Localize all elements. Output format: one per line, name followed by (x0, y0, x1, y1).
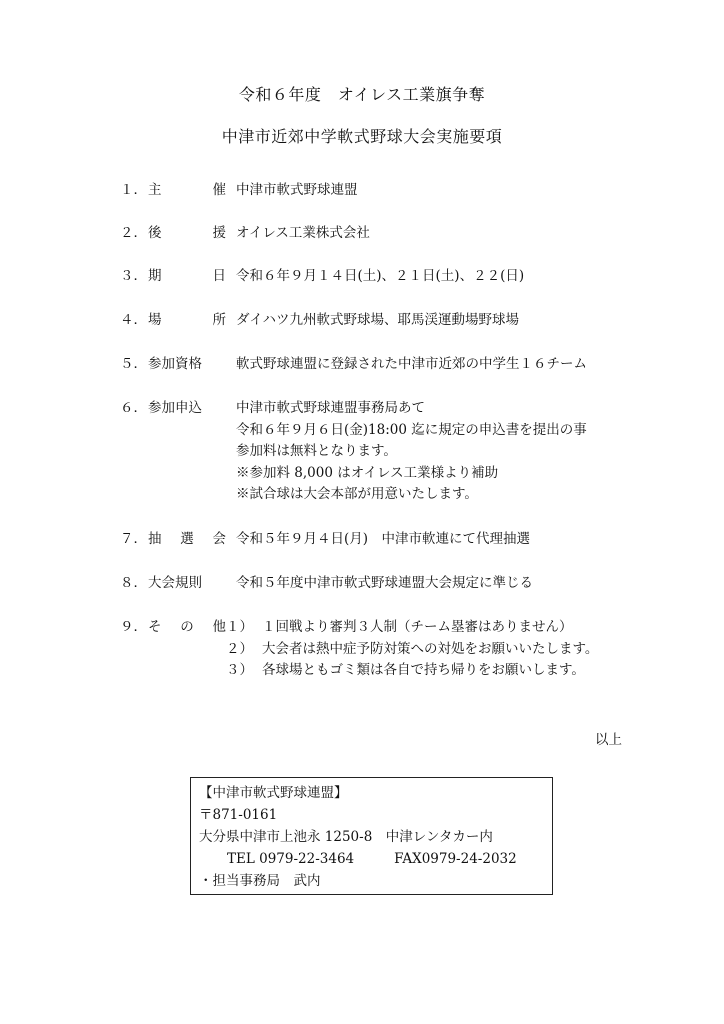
item-label: 後 援 (148, 225, 226, 241)
item-label: 抽 選 会 (148, 531, 226, 547)
item-content (226, 617, 598, 682)
content-line: 参加料は無料となります。 (236, 443, 397, 459)
item-number: ８． (120, 575, 147, 591)
item-content: 令和５年度中津市軟式野球連盟大会規定に準じる (236, 575, 533, 591)
contact-postal: 〒871-0161 (199, 807, 278, 823)
item-number: ２． (120, 225, 147, 241)
contact-address: 大分県中津市上池永 1250-8 中津レンタカー内 (199, 829, 493, 845)
item-content (236, 398, 587, 506)
item-content: オイレス工業株式会社 (236, 225, 370, 241)
item-content: 軟式野球連盟に登録された中津市近郊の中学生１６チーム (236, 356, 587, 372)
item-content: 中津市軟式野球連盟 (236, 182, 358, 198)
item-number: ６． (120, 400, 147, 416)
item-number: ３． (120, 268, 147, 284)
content-line: 中津市軟式野球連盟事務局あて (236, 400, 425, 416)
item-label: 主 催 (148, 182, 226, 198)
sub-item: ３） 各球場ともゴミ類は各自で持ち帰りをお願いします。 (226, 662, 585, 678)
item-content: 令和５年９月４日(月) 中津市軟連にて代理抽選 (236, 531, 531, 547)
item-number: １． (120, 182, 147, 198)
contact-phone-line (199, 848, 552, 870)
contact-org: 【中津市軟式野球連盟】 (199, 785, 348, 801)
item-label: 大会規則 (148, 575, 202, 591)
contact-tel: TEL 0979-22-3464 (227, 851, 355, 867)
sub-item: １） １回戦より審判３人制（チーム塁審はありません） (226, 619, 573, 635)
item-label: 期 日 (148, 268, 226, 284)
document-subtitle: 中津市近郊中学軟式野球大会実施要項 (221, 127, 503, 146)
contact-fax: FAX0979-24-2032 (394, 851, 517, 867)
contact-box (190, 777, 553, 895)
item-number: ７． (120, 531, 147, 547)
item-label: 参加申込 (148, 400, 202, 416)
item-content: 令和６年９月１４日(土)、２１日(土)、２２(日) (236, 268, 525, 284)
item-label: そ の 他 (148, 619, 226, 635)
closing-remark: 以上 (595, 732, 622, 748)
item-number: ９． (120, 619, 147, 635)
item-number: ４． (120, 312, 147, 328)
item-label: 場 所 (148, 312, 226, 328)
document-title: 令和６年度 オイレス工業旗争奪 (238, 85, 486, 104)
sub-item: ２） 大会者は熱中症予防対策への対処をお願いいたします。 (226, 640, 599, 657)
content-line: ※試合球は大会本部が用意いたします。 (236, 486, 478, 502)
contact-person: ・担当事務局 武内 (199, 873, 321, 889)
content-line: ※参加料 8,000 はオイレス工業様より補助 (236, 464, 499, 481)
content-line: 令和６年９月６日(金)18:00 迄に規定の申込書を提出の事 (236, 421, 587, 438)
item-content: ダイハツ九州軟式野球場、耶馬渓運動場野球場 (236, 312, 519, 328)
item-number: ５． (120, 356, 147, 372)
item-label: 参加資格 (148, 356, 202, 372)
